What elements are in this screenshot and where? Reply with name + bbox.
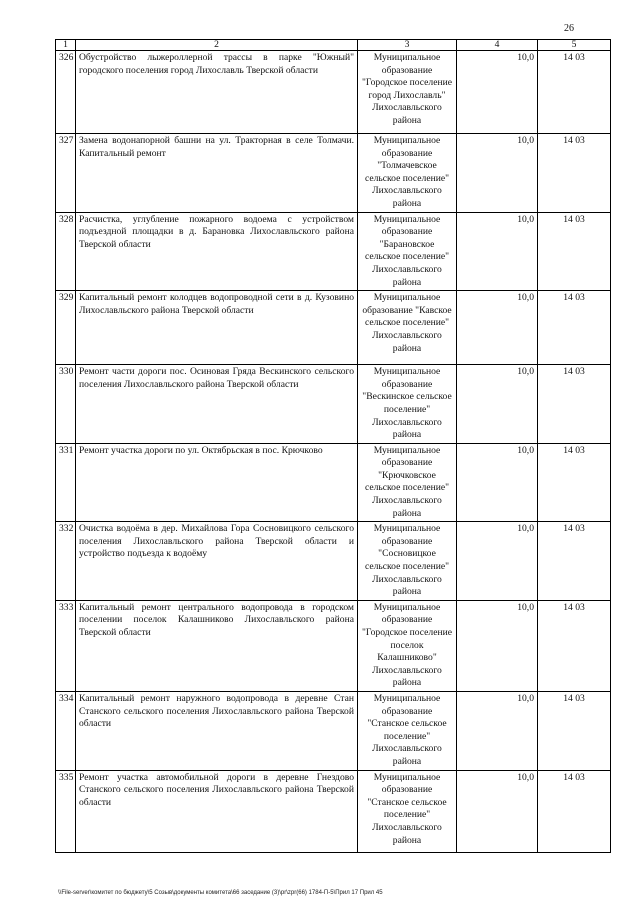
amount: 10,0 xyxy=(457,443,538,522)
budget-code: 14 03 xyxy=(538,291,611,365)
header-col-5: 5 xyxy=(538,40,611,51)
municipality: Муниципальное образование "Толмачевское сельское поселение" Лихославльского района xyxy=(358,134,457,213)
row-number: 334 xyxy=(56,691,76,770)
budget-code: 14 03 xyxy=(538,134,611,213)
amount: 10,0 xyxy=(457,691,538,770)
object-name: Ремонт участка автомобильной дороги в деревне Гнездово Станского сельского поселения Лихославльского района Тверской области xyxy=(76,770,358,852)
amount: 10,0 xyxy=(457,522,538,601)
amount: 10,0 xyxy=(457,365,538,444)
table-row xyxy=(56,51,611,134)
budget-code: 14 03 xyxy=(538,691,611,770)
row-number: 332 xyxy=(56,522,76,601)
municipality: Муниципальное образование "Городское поселение поселок Калашниково" Лихославльского района xyxy=(358,600,457,691)
object-name: Ремонт участка дороги по ул. Октябрьская в пос. Крючково xyxy=(76,443,358,522)
table-row xyxy=(56,691,611,770)
amount: 10,0 xyxy=(457,51,538,134)
row-number: 331 xyxy=(56,443,76,522)
row-number: 333 xyxy=(56,600,76,691)
municipality: Муниципальное образование "Вескинское сельское поселение" Лихославльского района xyxy=(358,365,457,444)
header-col-4: 4 xyxy=(457,40,538,51)
object-name: Капитальный ремонт колодцев водопроводной сети в д. Кузовино Лихославльского района Тверской области xyxy=(76,291,358,365)
object-name: Расчистка, углубление пожарного водоема с устройством подъездной площадки в д. Барановка Лихославльского района Тверской области xyxy=(76,212,358,291)
table-row xyxy=(56,212,611,291)
table-row xyxy=(56,134,611,213)
amount: 10,0 xyxy=(457,134,538,213)
municipality: Муниципальное образование "Городское поселение город Лихославль" Лихославльского района xyxy=(358,51,457,134)
municipality: Муниципальное образование "Сосновицкое сельское поселение" Лихославльского района xyxy=(358,522,457,601)
object-name: Ремонт части дороги пос. Осиновая Гряда Вескинского сельского поселения Лихославльского района Тверской области xyxy=(76,365,358,444)
object-name: Очистка водоёма в дер. Михайлова Гора Сосновицкого сельского поселения Лихославльского района Тверской области и устройство подъезда к водоёму xyxy=(76,522,358,601)
municipality: Муниципальное образование "Кавское сельское поселение" Лихославльского района xyxy=(358,291,457,365)
page-number: 26 xyxy=(564,23,574,34)
budget-table xyxy=(55,39,611,853)
row-number: 329 xyxy=(56,291,76,365)
header-col-2: 2 xyxy=(76,40,358,51)
row-number: 335 xyxy=(56,770,76,852)
municipality: Муниципальное образование "Станское сельское поселение" Лихославльского района xyxy=(358,691,457,770)
row-number: 327 xyxy=(56,134,76,213)
amount: 10,0 xyxy=(457,291,538,365)
table-row xyxy=(56,600,611,691)
budget-code: 14 03 xyxy=(538,770,611,852)
budget-code: 14 03 xyxy=(538,443,611,522)
table-row xyxy=(56,522,611,601)
municipality: Муниципальное образование "Барановское сельское поселение" Лихославльского района xyxy=(358,212,457,291)
table-row xyxy=(56,770,611,852)
header-row xyxy=(56,40,611,51)
table-row xyxy=(56,443,611,522)
budget-code: 14 03 xyxy=(538,365,611,444)
amount: 10,0 xyxy=(457,600,538,691)
row-number: 328 xyxy=(56,212,76,291)
amount: 10,0 xyxy=(457,770,538,852)
object-name: Капитальный ремонт наружного водопровода в деревне Стан Станского сельского поселения Лихославльского района Тверской области xyxy=(76,691,358,770)
municipality: Муниципальное образование "Станское сельское поселение" Лихославльского района xyxy=(358,770,457,852)
budget-code: 14 03 xyxy=(538,522,611,601)
municipality: Муниципальное образование "Крючковское сельское поселение" Лихославльского района xyxy=(358,443,457,522)
header-col-3: 3 xyxy=(358,40,457,51)
budget-code: 14 03 xyxy=(538,51,611,134)
budget-code: 14 03 xyxy=(538,600,611,691)
header-col-1: 1 xyxy=(56,40,76,51)
table-row xyxy=(56,291,611,365)
file-path-footer: \\File-server\комитет по бюджету\5 Созыв\документы комитета\66 заседание (3)\pr\zpr(66) 1784-П-5\Прил 17 Прил 45 xyxy=(58,890,383,896)
table-row xyxy=(56,365,611,444)
object-name: Замена водонапорной башни на ул. Тракторная в селе Толмачи. Капитальный ремонт xyxy=(76,134,358,213)
row-number: 326 xyxy=(56,51,76,134)
amount: 10,0 xyxy=(457,212,538,291)
budget-code: 14 03 xyxy=(538,212,611,291)
object-name: Обустройство лыжероллерной трассы в парке "Южный" городского поселения город Лихославль Тверской области xyxy=(76,51,358,134)
row-number: 330 xyxy=(56,365,76,444)
object-name: Капитальный ремонт центрального водопровода в городском поселении поселок Калашниково Лихославльского района Тверской области xyxy=(76,600,358,691)
